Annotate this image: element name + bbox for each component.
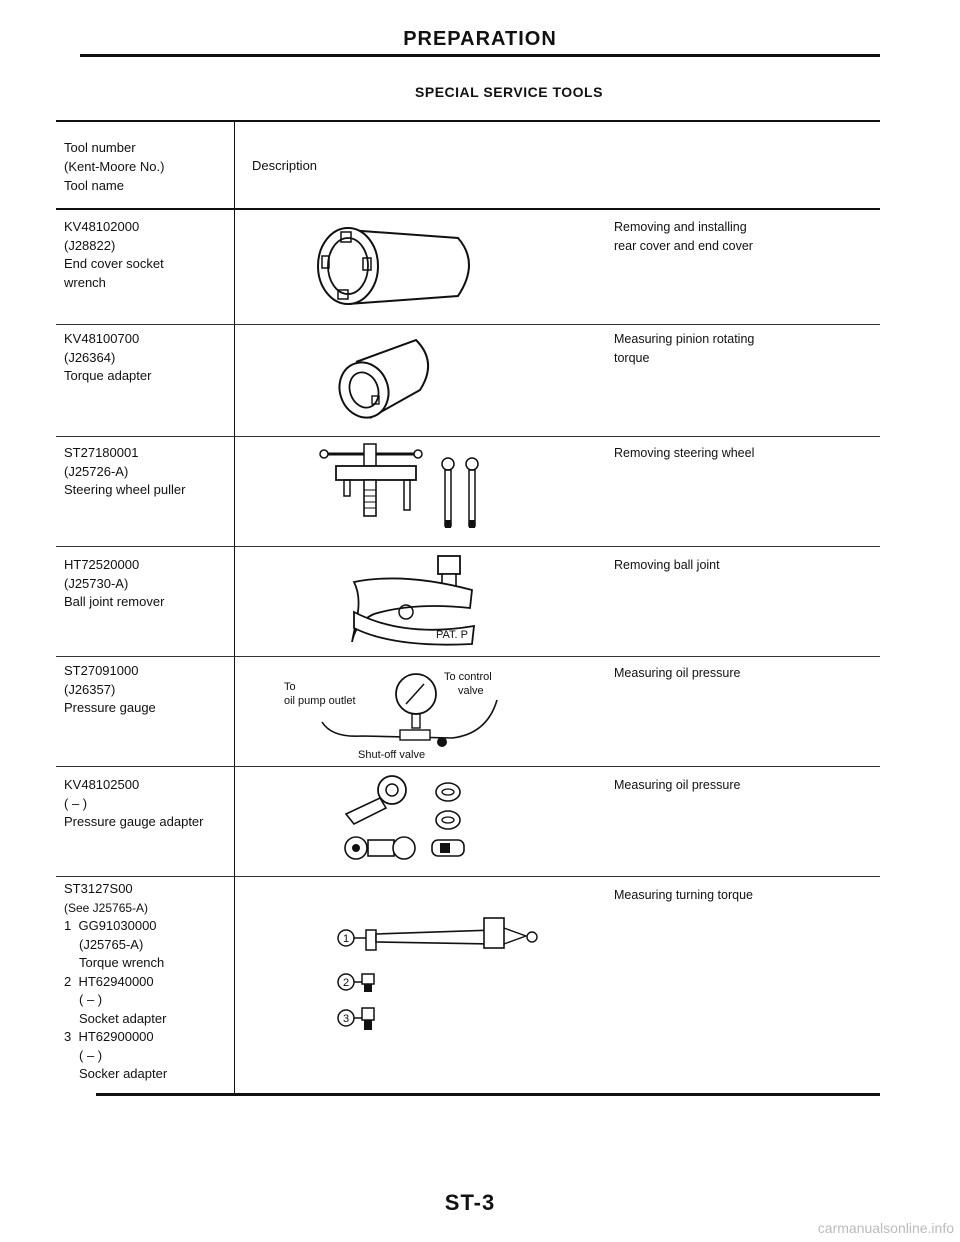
kent-moore-number: (J25726-A): [64, 463, 129, 479]
table-row: [64, 776, 203, 832]
row-rule: [56, 766, 880, 767]
kent-moore-number: (J26357): [64, 681, 116, 697]
tool-number: ST27091000: [64, 663, 139, 678]
sub-item-1-name: Torque wrench: [79, 955, 165, 970]
purpose-line: Measuring oil pressure: [614, 666, 741, 680]
page-title: PREPARATION: [403, 28, 557, 50]
callout-1: 1: [342, 933, 350, 945]
table-bottom-rule: [96, 1093, 880, 1096]
label-valve: valve: [458, 685, 484, 697]
kent-moore-number: ( – ): [64, 795, 88, 811]
kent-moore-number: (J28822): [64, 237, 116, 253]
tool-name: Ball joint remover: [64, 594, 165, 609]
sub-item-3-kent-moore: ( – ): [79, 1047, 103, 1063]
row-rule: [56, 656, 880, 657]
header-tool-column: [64, 138, 164, 195]
tool-purpose: [614, 664, 740, 683]
header-kent-moore: (Kent-Moore No.): [64, 159, 165, 174]
purpose-line: torque: [614, 351, 650, 365]
torque-adapter-icon: [334, 332, 454, 422]
header-description: Description: [252, 158, 318, 173]
tool-number: ST27180001: [64, 445, 139, 460]
ball-joint-remover-icon: [334, 552, 494, 646]
section-title: SPECIAL SERVICE TOOLS: [415, 84, 603, 100]
special-service-tools-table: [56, 120, 880, 1095]
end-cover-socket-wrench-icon: [308, 218, 508, 308]
tool-number: KV48100700: [64, 331, 140, 346]
callout-3: 3: [342, 1013, 350, 1025]
row-rule: [56, 436, 880, 437]
tool-name: Pressure gauge adapter: [64, 814, 204, 829]
sub-item-3: 3 HT62900000: [64, 1029, 154, 1044]
tool-name: Torque adapter: [64, 368, 152, 383]
purpose-line: Measuring oil pressure: [614, 778, 741, 792]
header-tool-name: Tool name: [64, 178, 124, 193]
tool-name: End cover socket: [64, 256, 164, 271]
tool-purpose: [614, 556, 720, 575]
tool-number: HT72520000: [64, 557, 140, 572]
tool-purpose: [614, 886, 753, 905]
table-row: [64, 330, 151, 386]
callout-2: 2: [342, 977, 350, 989]
pressure-gauge-icon: [282, 660, 542, 760]
label-shut-off-valve: Shut-off valve: [358, 749, 426, 760]
tool-purpose: [614, 776, 740, 795]
header-rule: [56, 208, 880, 210]
label-oil-pump-outlet: oil pump outlet: [284, 695, 356, 707]
title-rule: [80, 54, 880, 57]
tool-name: wrench: [64, 274, 106, 290]
kent-moore-number: (J26364): [64, 349, 116, 365]
table-top-rule: [56, 120, 880, 122]
sub-item-2-kent-moore: ( – ): [79, 992, 103, 1007]
purpose-line: Measuring pinion rotating: [614, 332, 755, 346]
table-row: [64, 218, 164, 292]
page-number: ST-3: [444, 1190, 496, 1215]
purpose-line: Removing ball joint: [614, 558, 720, 572]
table-row: [64, 662, 156, 718]
purpose-line: Measuring turning torque: [614, 888, 753, 902]
tool-number: KV48102000: [64, 219, 140, 234]
tool-purpose: [614, 444, 754, 463]
sub-item-2-name: Socket adapter: [79, 1010, 167, 1026]
illustration-patent-text: PAT. P: [436, 629, 468, 641]
header-tool-number: Tool number: [64, 140, 136, 155]
torque-wrench-set-icon: [336, 910, 556, 1040]
tool-number: KV48102500: [64, 777, 140, 792]
tool-name: Steering wheel puller: [64, 482, 186, 497]
see-reference: (See J25765-A): [64, 900, 149, 915]
tool-name: Pressure gauge: [64, 700, 156, 715]
purpose-line: Removing steering wheel: [614, 446, 755, 460]
table-row: [64, 444, 185, 500]
watermark: carmanualsonline.info: [817, 1220, 954, 1236]
table-row: [64, 880, 167, 1084]
tool-purpose: [614, 218, 753, 256]
label-to: To: [284, 681, 296, 693]
row-rule: [56, 876, 880, 877]
row-rule: [56, 324, 880, 325]
row-rule: [56, 546, 880, 547]
purpose-line: Removing and installing: [614, 220, 747, 234]
pressure-gauge-adapter-icon: [336, 770, 496, 866]
sub-item-2: 2 HT62940000: [64, 973, 154, 989]
label-to-control: To control: [444, 671, 492, 683]
sub-item-1: 1 GG91030000: [64, 918, 157, 933]
steering-wheel-puller-icon: [314, 438, 494, 532]
table-column-divider: [234, 120, 235, 1095]
sub-item-1-kent-moore: (J25765-A): [79, 936, 144, 952]
table-row: [64, 556, 164, 612]
tool-purpose: [614, 330, 754, 368]
kent-moore-number: (J25730-A): [64, 575, 129, 591]
sub-item-3-name: Socker adapter: [79, 1066, 168, 1081]
tool-number: ST3127S00: [64, 881, 133, 896]
purpose-line: rear cover and end cover: [614, 239, 753, 253]
